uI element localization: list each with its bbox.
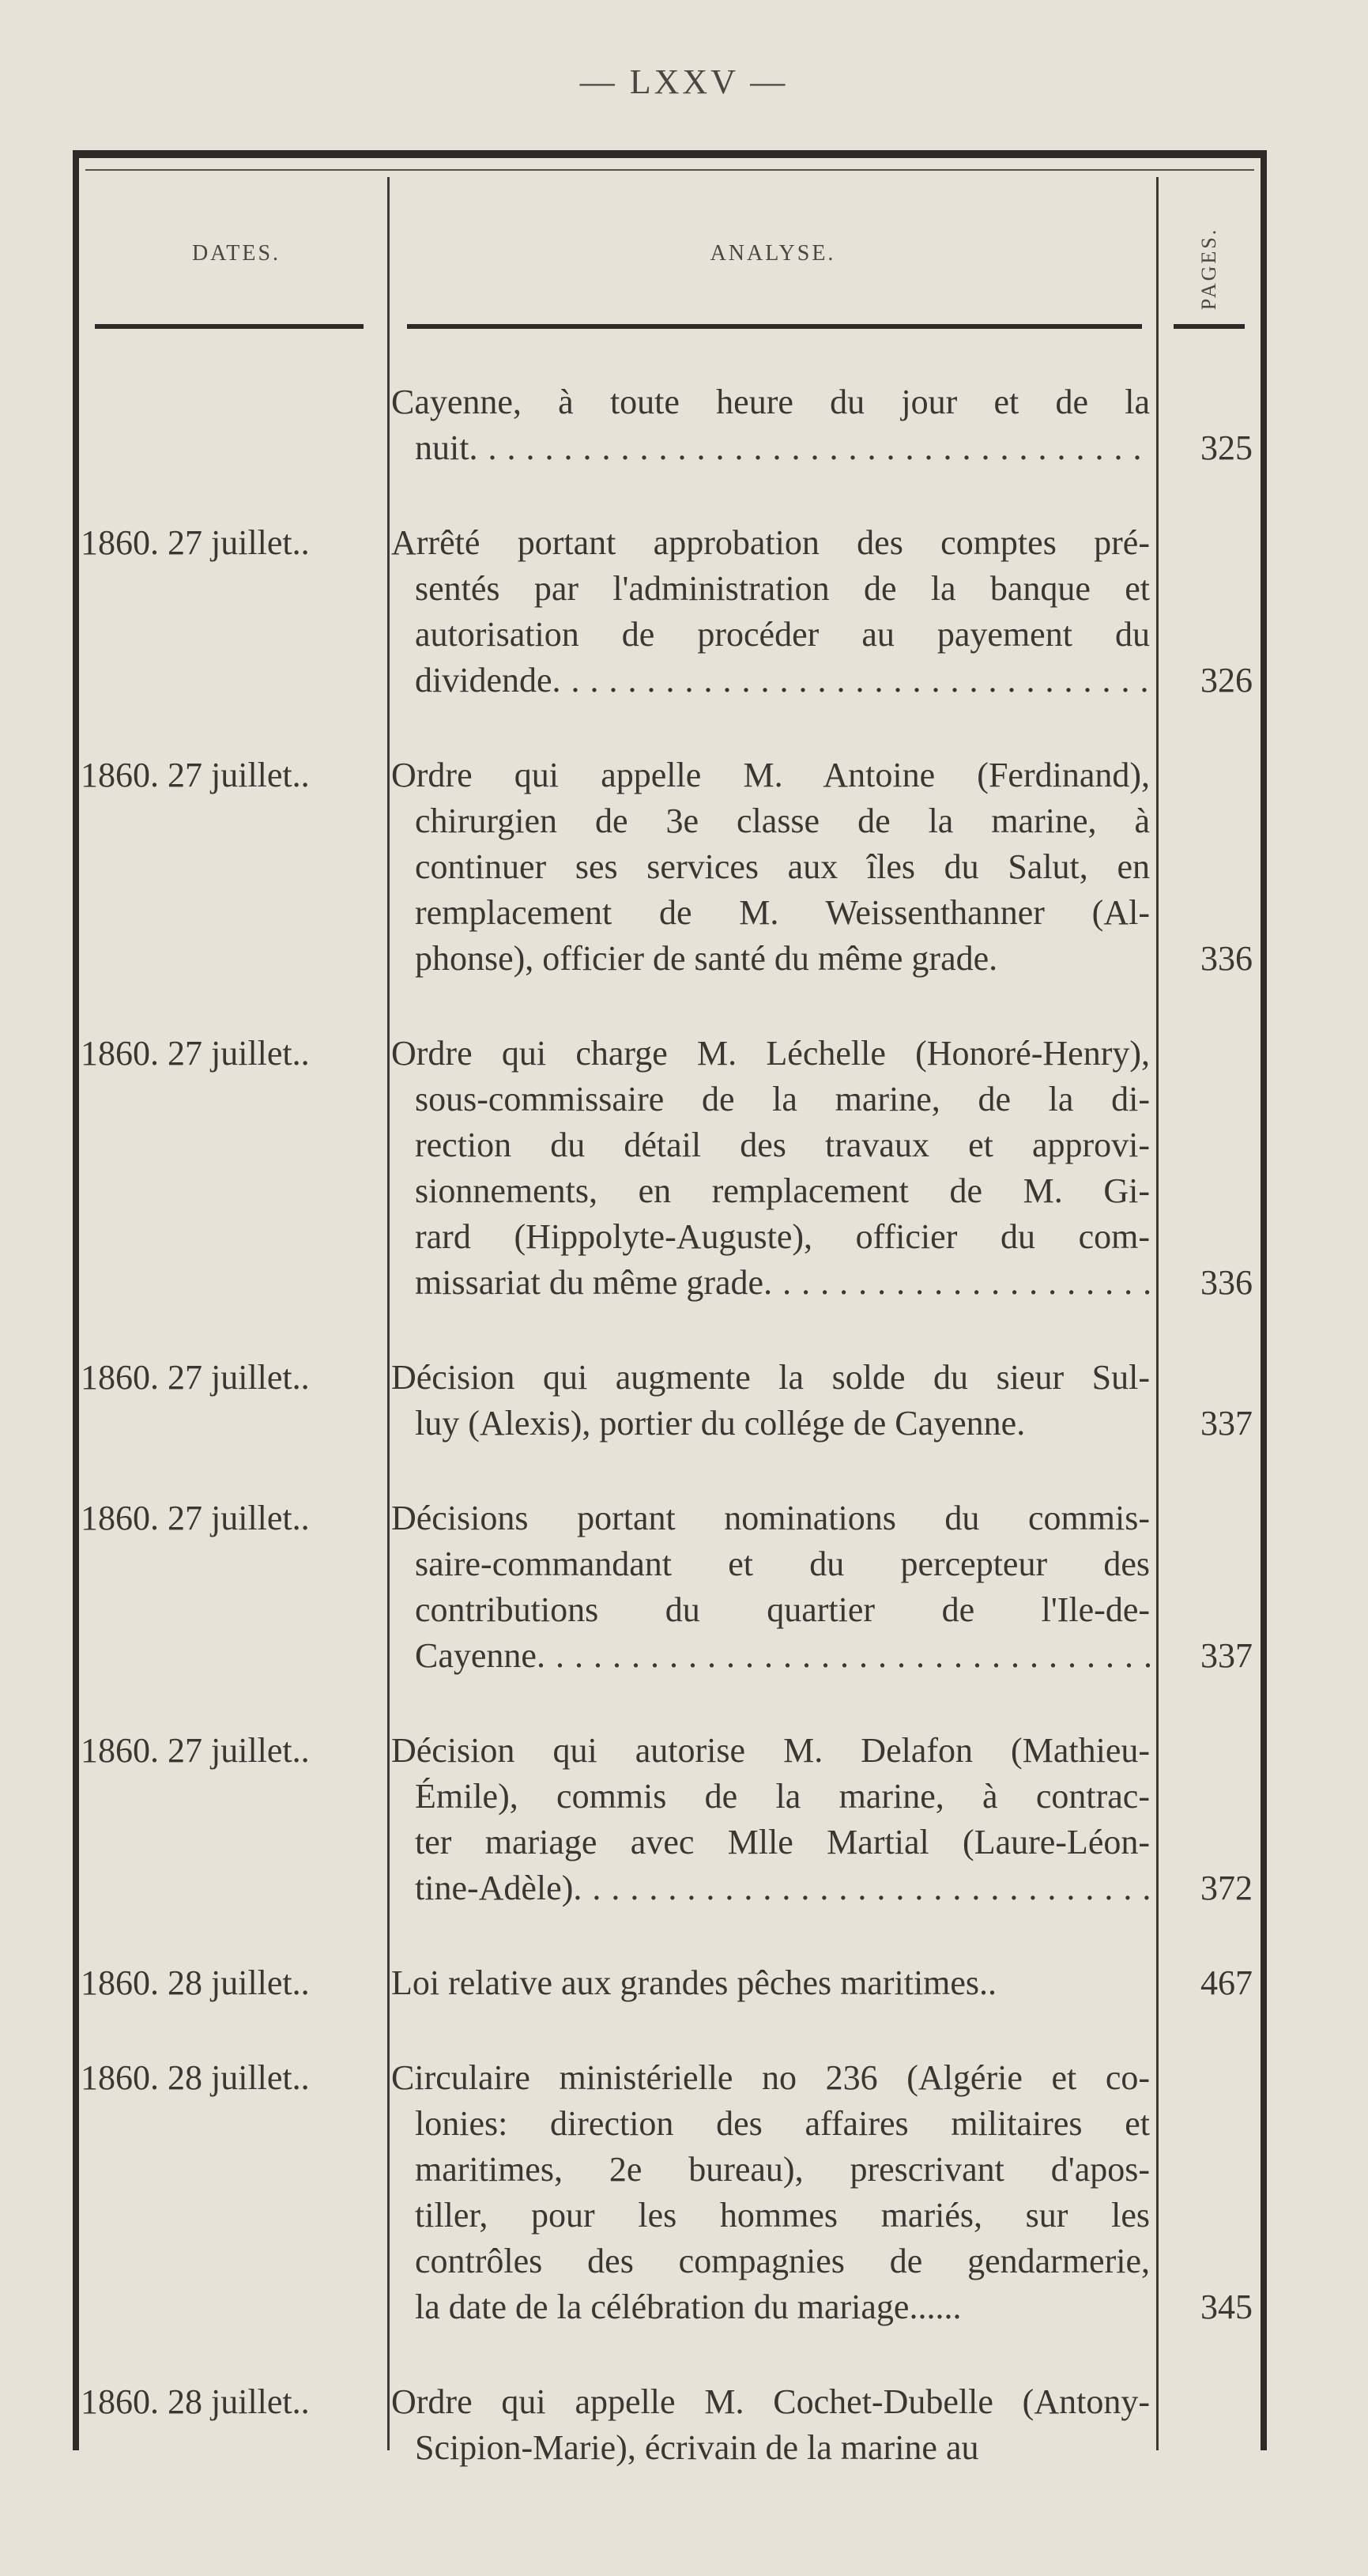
table-row xyxy=(79,520,1261,703)
entry-analysis xyxy=(391,752,1150,982)
entry-analysis xyxy=(391,520,1150,703)
analysis-line: la date de la célébration du mariage...... xyxy=(415,2287,962,2326)
analysis-line: rection du détail des travaux et approvi- xyxy=(415,1126,1150,1164)
entry-date: 1860. 28 juillet.. xyxy=(81,2058,310,2097)
analysis-line xyxy=(391,425,1150,471)
analysis-line: phonse), officier de santé du même grade. xyxy=(415,939,998,978)
table-row xyxy=(79,1960,1261,2006)
entry-analysis xyxy=(391,1355,1150,1446)
entry-analysis xyxy=(391,2379,1150,2471)
analysis-line: Loi relative aux grandes pêches maritimes.. xyxy=(391,1963,997,2002)
entry-page: 345 xyxy=(1200,2287,1253,2326)
header-rule-dates xyxy=(95,324,364,329)
page-number: — LXXV — xyxy=(579,62,789,101)
index-table xyxy=(73,150,1267,2467)
analysis-line: Ordre qui appelle M. Antoine (Ferdinand), xyxy=(391,756,1150,794)
entry-page: 336 xyxy=(1200,1263,1253,1302)
entry-page: 337 xyxy=(1200,1636,1253,1675)
analysis-line: Décision qui autorise M. Delafon (Mathieu- xyxy=(391,1731,1150,1770)
dot-leader xyxy=(573,1865,1150,1911)
analysis-line: tiller, pour les hommes mariés, sur les xyxy=(415,2196,1150,2235)
entry-page: 326 xyxy=(1200,661,1253,700)
analysis-line: saire-commandant et du percepteur des xyxy=(415,1544,1150,1583)
entry-analysis xyxy=(391,1031,1150,1306)
analysis-line: maritimes, 2e bureau), prescrivant d'apos- xyxy=(415,2150,1150,2189)
entry-analysis xyxy=(391,1960,1150,2006)
table-row xyxy=(79,2379,1261,2471)
table-body xyxy=(79,379,1261,2520)
header-dates: DATES. xyxy=(191,241,281,266)
table-row xyxy=(79,1355,1261,1446)
entry-analysis xyxy=(391,1495,1150,1679)
dot-leader xyxy=(469,425,1150,471)
analysis-line: contributions du quartier de l'Ile-de- xyxy=(415,1590,1150,1629)
analysis-line: continuer ses services aux îles du Salut, en xyxy=(415,847,1150,886)
analysis-line: Ordre qui charge M. Léchelle (Honoré-Henry), xyxy=(391,1034,1150,1073)
analysis-line: missariat du même grade xyxy=(415,1263,764,1302)
analysis-line: chirurgien de 3e classe de la marine, à xyxy=(415,801,1150,840)
analysis-line: Décision qui augmente la solde du sieur Sul- xyxy=(391,1358,1150,1397)
table-row xyxy=(79,379,1261,471)
analysis-line: sentés par l'administration de la banque et xyxy=(415,569,1150,608)
analysis-line: sionnements, en remplacement de M. Gi- xyxy=(415,1171,1150,1210)
analysis-line: Scipion-Marie), écrivain de la marine au xyxy=(415,2428,979,2467)
entry-page: 372 xyxy=(1200,1869,1253,1907)
entry-date: 1860. 27 juillet.. xyxy=(81,1731,310,1770)
entry-analysis xyxy=(391,379,1150,471)
header-pages-label: PAGES. xyxy=(1197,227,1220,311)
table-row xyxy=(79,1728,1261,1911)
analysis-line: Arrêté portant approbation des comptes pré- xyxy=(391,523,1150,562)
analysis-line: Émile), commis de la marine, à contrac- xyxy=(415,1777,1150,1816)
header-rule-pages xyxy=(1174,324,1245,329)
dot-leader xyxy=(763,1260,1150,1306)
entry-page: 325 xyxy=(1200,428,1253,467)
frame-inner-rule xyxy=(85,169,1254,171)
analysis-line xyxy=(391,1865,1150,1911)
entry-date: 1860. 28 juillet.. xyxy=(81,2382,310,2421)
entry-date: 1860. 27 juillet.. xyxy=(81,1358,310,1397)
analysis-line: contrôles des compagnies de gendarmerie, xyxy=(415,2242,1150,2280)
entry-date: 1860. 27 juillet.. xyxy=(81,1034,310,1073)
analysis-line: lonies: direction des affaires militaires et xyxy=(415,2104,1150,2143)
analysis-line: tine-Adèle) xyxy=(415,1869,574,1907)
table-row xyxy=(79,1031,1261,1306)
entry-date: 1860. 27 juillet.. xyxy=(81,756,310,794)
analysis-line: luy (Alexis), portier du collége de Cayenne. xyxy=(415,1404,1026,1443)
entry-analysis xyxy=(391,1728,1150,1911)
analysis-line: autorisation de procéder au payement du xyxy=(415,615,1150,654)
entry-date: 1860. 27 juillet.. xyxy=(81,523,310,562)
table-row xyxy=(79,1495,1261,1679)
analysis-line: Ordre qui appelle M. Cochet-Dubelle (Antony- xyxy=(391,2382,1150,2421)
analysis-line: ter mariage avec Mlle Martial (Laure-Léon- xyxy=(415,1823,1150,1861)
analysis-line: sous-commissaire de la marine, de la di- xyxy=(415,1080,1150,1118)
dot-leader xyxy=(537,1633,1150,1679)
analysis-line: Cayenne, à toute heure du jour et de la xyxy=(391,383,1150,421)
analysis-line: Circulaire ministérielle no 236 (Algérie et co- xyxy=(391,2058,1150,2097)
analysis-line xyxy=(391,1633,1150,1679)
analysis-line xyxy=(391,1260,1150,1306)
table-row xyxy=(79,752,1261,982)
entry-date: 1860. 28 juillet.. xyxy=(81,1963,310,2002)
analysis-line: nuit xyxy=(415,428,469,467)
entry-page: 467 xyxy=(1200,1963,1253,2002)
analysis-line: rard (Hippolyte-Auguste), officier du com- xyxy=(415,1217,1150,1256)
analysis-line: remplacement de M. Weissenthanner (Al- xyxy=(415,893,1150,932)
entry-page: 337 xyxy=(1200,1404,1253,1443)
analysis-line: Cayenne xyxy=(415,1636,537,1675)
analysis-line: Décisions portant nominations du commis- xyxy=(391,1499,1150,1537)
entry-date: 1860. 27 juillet.. xyxy=(81,1499,310,1537)
dot-leader xyxy=(552,658,1150,703)
entry-page: 336 xyxy=(1200,939,1253,978)
header-rule-analyse xyxy=(407,324,1142,329)
table-row xyxy=(79,2055,1261,2330)
entry-analysis xyxy=(391,2055,1150,2330)
analysis-line xyxy=(391,658,1150,703)
analysis-line: dividende xyxy=(415,661,552,700)
header-analyse: ANALYSE. xyxy=(710,241,836,266)
